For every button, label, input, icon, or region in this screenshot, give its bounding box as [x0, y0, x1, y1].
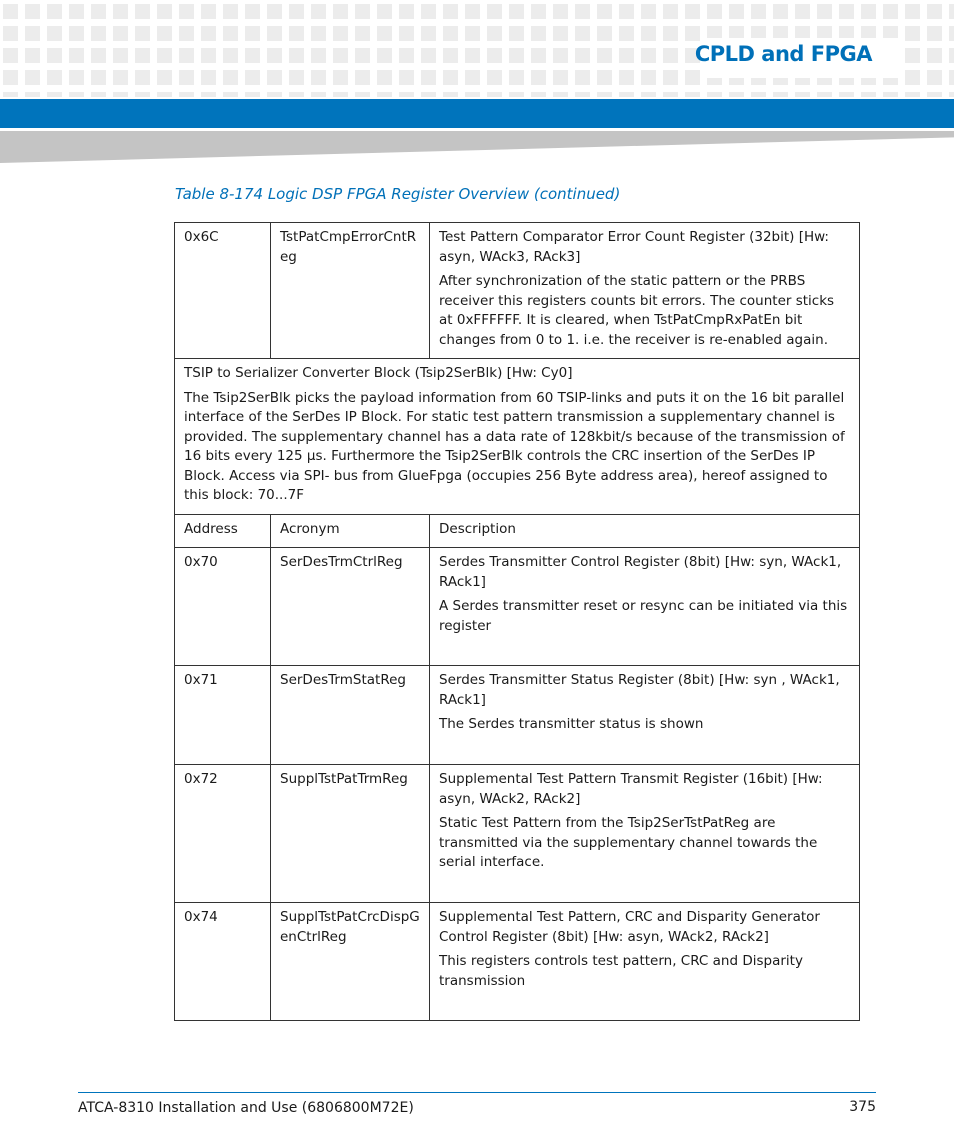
- table-row: [175, 548, 860, 666]
- table-row: [175, 223, 860, 359]
- description-cell: [430, 903, 860, 1021]
- acronym-cell: SupplTstPatCrcDispGenCtrlReg: [271, 903, 430, 1021]
- description-cell: [430, 223, 860, 359]
- register-detail: The Serdes transmitter status is shown: [439, 716, 704, 732]
- column-header-description: Description: [430, 514, 860, 548]
- description-cell: [430, 548, 860, 666]
- acronym-cell: SerDesTrmCtrlReg: [271, 548, 430, 666]
- section-title: TSIP to Serializer Converter Block (Tsip2SerBlk) [Hw: Cy0]: [184, 365, 573, 381]
- register-summary: Serdes Transmitter Status Register (8bit) [Hw: syn , WAck1, RAck1]: [439, 672, 840, 708]
- table-caption: Table 8-174 Logic DSP FPGA Register Overview (continued): [175, 185, 621, 203]
- address-cell: 0x6C: [175, 223, 271, 359]
- address-cell: 0x70: [175, 548, 271, 666]
- description-cell: [430, 666, 860, 765]
- register-summary: Supplemental Test Pattern, CRC and Disparity Generator Control Register (8bit) [Hw: asyn, WAck2, RAck2]: [439, 909, 820, 945]
- footer-page-number: 375: [849, 1099, 876, 1115]
- header-grey-band: [0, 131, 954, 163]
- register-detail: After synchronization of the static pattern or the PRBS receiver this registers counts bit errors. The counter sticks at 0xFFFFFF. It is cleared, when TstPatCmpRxPatEn bit changes from 0 to 1. i.e. the receiver is re-enabled again.: [439, 273, 835, 348]
- acronym-cell: SerDesTrmStatReg: [271, 666, 430, 765]
- section-row: [175, 359, 860, 515]
- address-cell: 0x74: [175, 903, 271, 1021]
- register-summary: Serdes Transmitter Control Register (8bit) [Hw: syn, WAck1, RAck1]: [439, 554, 842, 590]
- column-header-acronym: Acronym: [271, 514, 430, 548]
- footer-divider: [78, 1092, 876, 1093]
- section-description: The Tsip2SerBlk picks the payload information from 60 TSIP-links and puts it on the 16 bit parallel interface of the SerDes IP Block. For static test pattern transmission a supplementary channel is provided. The supplementary channel has a data rate of 128kbit/s because of the transmission of 16 bits every 125 µs. Furthermore the Tsip2SerBlk controls the CRC insertion of the SerDes IP Block. Access via SPI- bus from GlueFpga (occupies 256 Byte address area), hereof assigned to this block: 70...7F: [184, 389, 845, 503]
- address-cell: 0x72: [175, 765, 271, 903]
- table-header-row: [175, 514, 860, 548]
- register-summary: Supplemental Test Pattern Transmit Register (16bit) [Hw: asyn, WAck2, RAck2]: [439, 771, 823, 807]
- address-cell: 0x71: [175, 666, 271, 765]
- acronym-cell: SupplTstPatTrmReg: [271, 765, 430, 903]
- table-row: [175, 765, 860, 903]
- register-summary: Test Pattern Comparator Error Count Register (32bit) [Hw: asyn, WAck3, RAck3]: [439, 229, 829, 265]
- header-blue-band: [0, 99, 954, 128]
- register-detail: A Serdes transmitter reset or resync can be initiated via this register: [439, 598, 848, 634]
- footer-document-title: ATCA-8310 Installation and Use (6806800M72E): [78, 1100, 414, 1116]
- register-detail: Static Test Pattern from the Tsip2SerTstPatReg are transmitted via the supplementary channel towards the serial interface.: [439, 815, 818, 870]
- column-header-address: Address: [175, 514, 271, 548]
- chapter-title: CPLD and FPGA: [694, 42, 872, 66]
- register-detail: This registers controls test pattern, CRC and Disparity transmission: [439, 953, 803, 989]
- table-row: [175, 666, 860, 765]
- register-table: [174, 222, 860, 1021]
- acronym-cell: TstPatCmpErrorCntReg: [271, 223, 430, 359]
- description-cell: [430, 765, 860, 903]
- section-cell: [175, 359, 860, 515]
- table-row: [175, 903, 860, 1021]
